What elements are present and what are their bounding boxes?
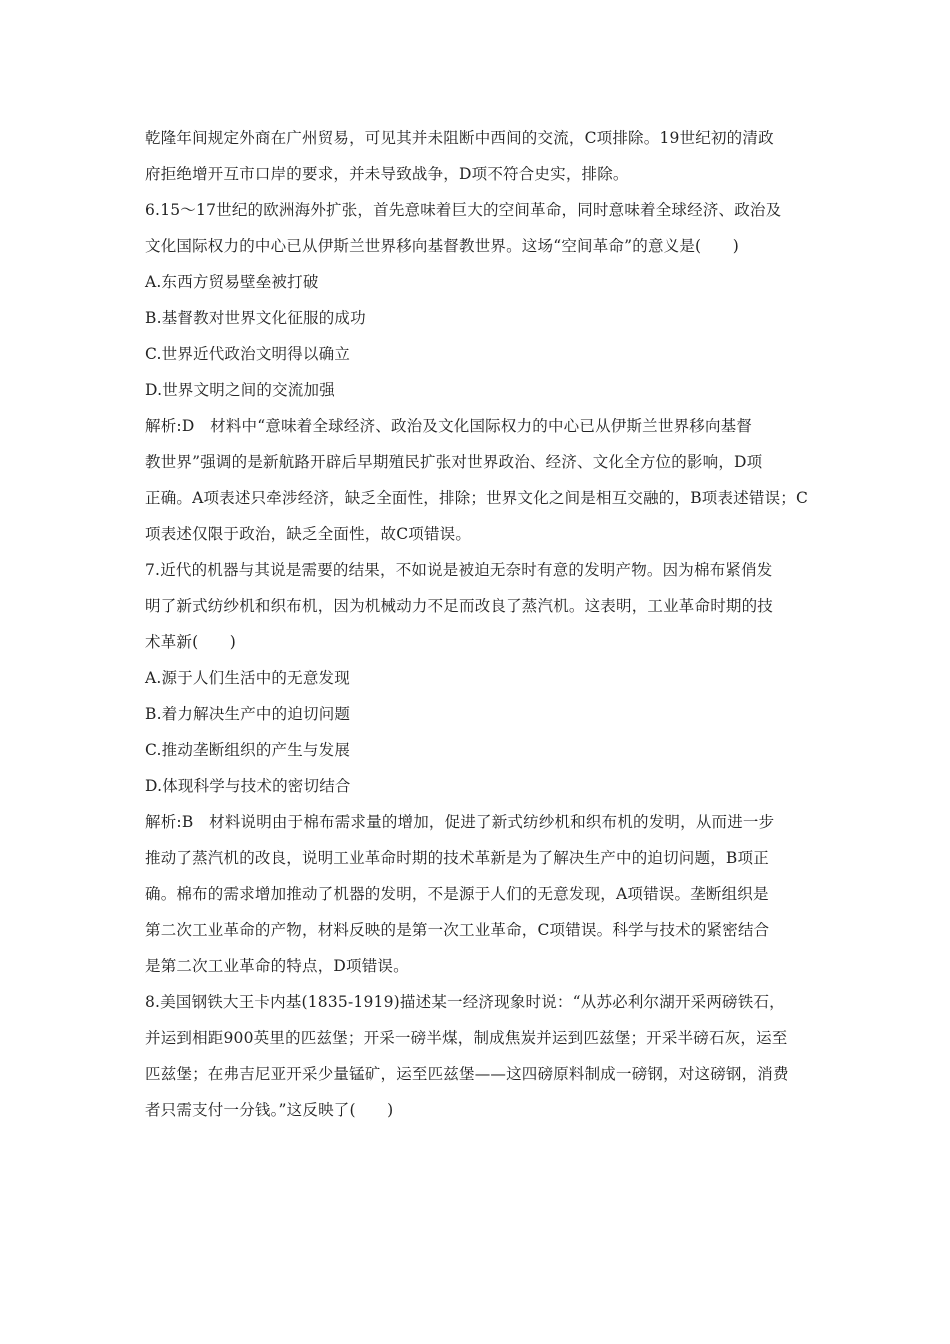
analysis-line: 第二次工业革命的产物，材料反映的是第一次工业革命，C项错误。科学与技术的紧密结合 <box>145 921 770 939</box>
analysis-line: 是第二次工业革命的特点，D项错误。 <box>145 957 409 975</box>
analysis-line: 确。棉布的需求增加推动了机器的发明，不是源于人们的无意发现，A项错误。垄断组织是 <box>145 885 769 903</box>
analysis-line: 项表述仅限于政治，缺乏全面性，故C项错误。 <box>145 525 472 543</box>
text-line: 府拒绝增开互市口岸的要求，并未导致战争，D项不符合史实，排除。 <box>145 165 629 183</box>
question-stem-line: 术革新( ) <box>145 633 236 651</box>
question-stem-line: 8.美国钢铁大王卡内基(1835-1919)描述某一经济现象时说：“从苏必利尔湖开采两磅铁石， <box>145 993 785 1011</box>
question-stem-line: 匹兹堡；在弗吉尼亚开采少量锰矿，运至匹兹堡——这四磅原料制成一磅钢，对这磅钢，消费 <box>145 1065 789 1083</box>
analysis-line: 教世界”强调的是新航路开辟后早期殖民扩张对世界政治、经济、文化全方位的影响，D项 <box>145 453 763 471</box>
analysis-line: 解析:D 材料中“意味着全球经济、政治及文化国际权力的中心已从伊斯兰世界移向基督 <box>145 417 753 435</box>
analysis-line: 推动了蒸汽机的改良，说明工业革命时期的技术革新是为了解决生产中的迫切问题，B项正 <box>145 849 769 867</box>
text-line: 乾隆年间规定外商在广州贸易，可见其并未阻断中西间的交流，C项排除。19世纪初的清政 <box>145 129 774 147</box>
analysis-line: 正确。A项表述只牵涉经济，缺乏全面性，排除；世界文化之间是相互交融的，B项表述错误；C <box>145 489 809 507</box>
intro-paragraph <box>145 120 807 192</box>
document-page <box>145 120 807 1128</box>
analysis-line: 解析:B 材料说明由于棉布需求量的增加，促进了新式纺纱机和织布机的发明，从而进一步 <box>145 813 775 831</box>
option-d: D.世界文明之间的交流加强 <box>145 381 335 399</box>
option-b: B.基督教对世界文化征服的成功 <box>145 309 366 327</box>
question-stem-line: 并运到相距900英里的匹兹堡；开采一磅半煤，制成焦炭并运到匹兹堡；开采半磅石灰，运至 <box>145 1029 788 1047</box>
question-8 <box>145 984 807 1128</box>
question-7 <box>145 552 807 984</box>
question-stem-line: 文化国际权力的中心已从伊斯兰世界移向基督教世界。这场“空间革命”的意义是( ) <box>145 237 739 255</box>
question-6 <box>145 192 807 552</box>
option-c: C.世界近代政治文明得以确立 <box>145 345 351 363</box>
question-stem-line: 明了新式纺纱机和织布机，因为机械动力不足而改良了蒸汽机。这表明，工业革命时期的技 <box>145 597 774 615</box>
option-c: C.推动垄断组织的产生与发展 <box>145 741 351 759</box>
question-stem-line: 6.15～17世纪的欧洲海外扩张，首先意味着巨大的空间革命，同时意味着全球经济、政治及 <box>145 201 782 219</box>
option-d: D.体现科学与技术的密切结合 <box>145 777 351 795</box>
question-stem-line: 7.近代的机器与其说是需要的结果，不如说是被迫无奈时有意的发明产物。因为棉布紧俏发 <box>145 561 773 579</box>
question-stem-line: 者只需支付一分钱。”这反映了( ) <box>145 1101 394 1119</box>
option-a: A.源于人们生活中的无意发现 <box>145 669 350 687</box>
option-a: A.东西方贸易壁垒被打破 <box>145 273 319 291</box>
option-b: B.着力解决生产中的迫切问题 <box>145 705 351 723</box>
